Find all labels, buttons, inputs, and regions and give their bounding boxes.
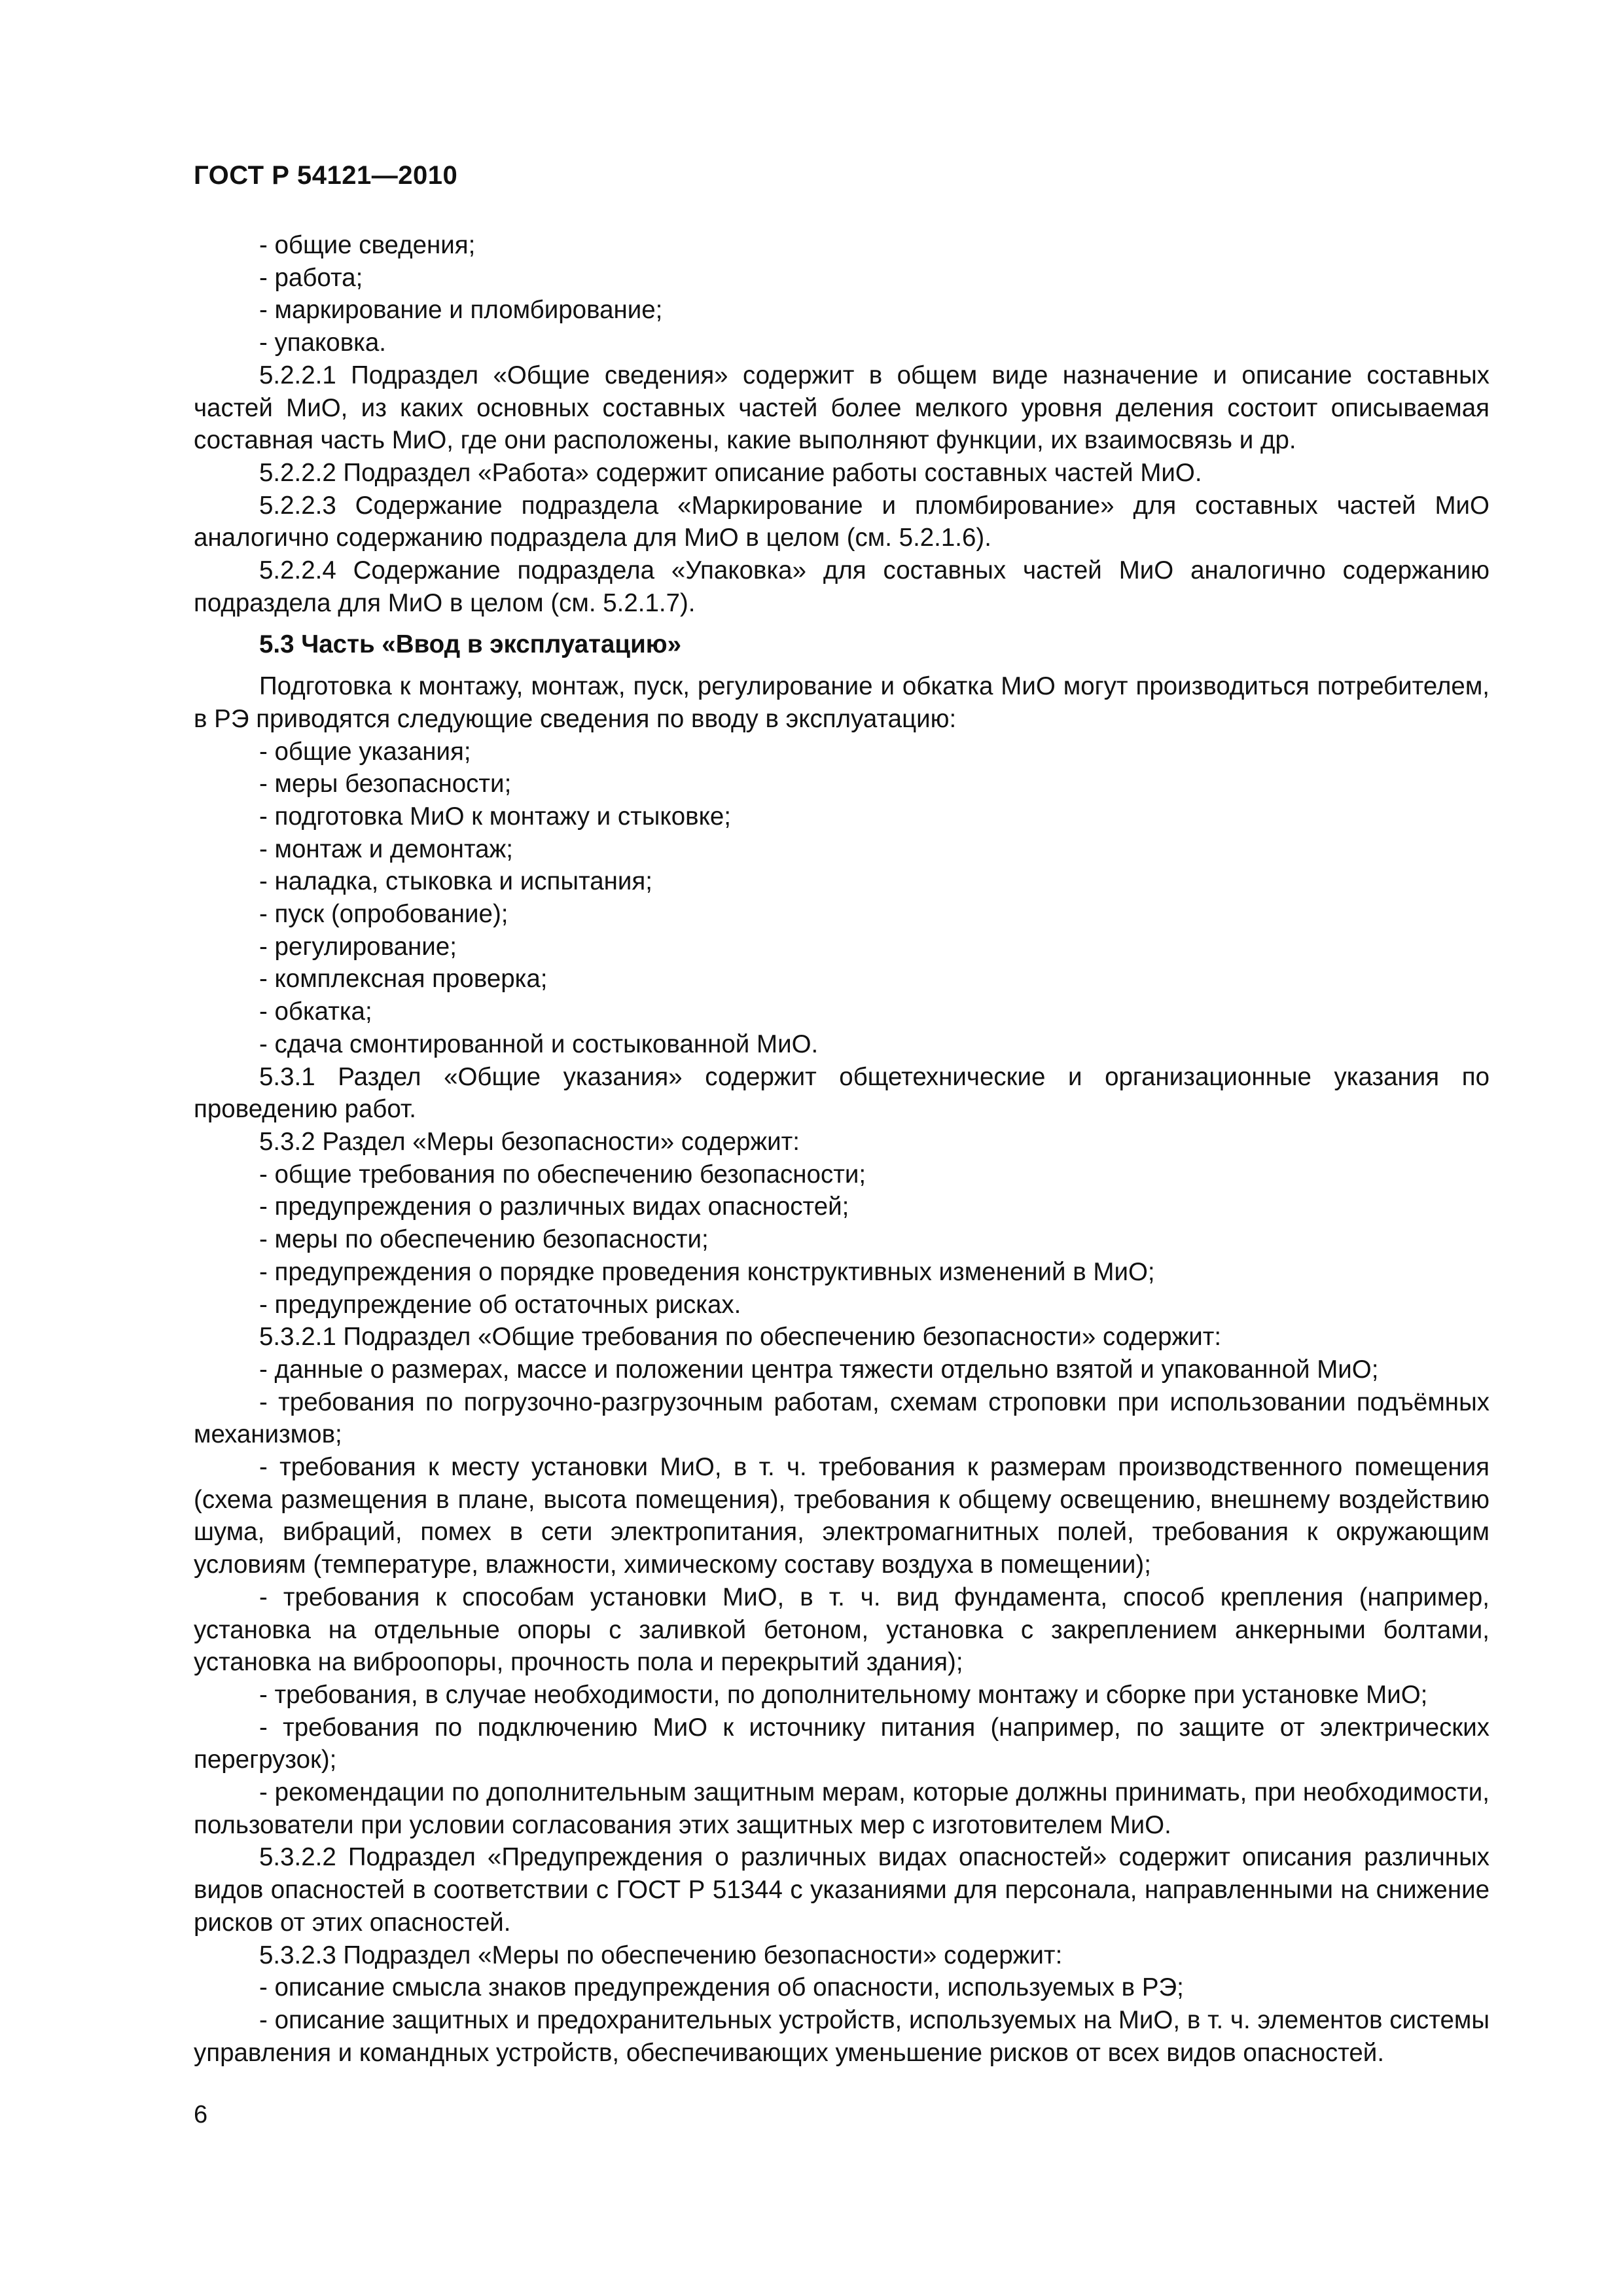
- list-item: - регулирование;: [259, 932, 457, 961]
- list-item: - общие требования по обеспечению безопасности;: [259, 1160, 866, 1189]
- paragraph: - требования по подключению МиО к источнику питания (например, по защите от электрических перегрузок);: [194, 1713, 1489, 1774]
- paragraph: 5.2.2.2 Подраздел «Работа» содержит описание работы составных частей МиО.: [259, 458, 1202, 487]
- list-item: - общие указания;: [259, 737, 471, 766]
- paragraph: 5.3.2.2 Подраздел «Предупреждения о различных видах опасностей» содержит описания различных видов опасностей в соответствии с ГОСТ Р 51344 с указаниями для персонала, направленными на снижение рисков от этих опасностей.: [194, 1843, 1489, 1937]
- paragraph: 5.3.2 Раздел «Меры безопасности» содержит:: [259, 1127, 800, 1156]
- paragraph: 5.2.2.3 Содержание подраздела «Маркирование и пломбирование» для составных частей МиО аналогично содержанию подраздела для МиО в целом (см. 5.2.1.6).: [194, 491, 1489, 552]
- list-item: - упаковка.: [259, 329, 386, 357]
- list-item: - предупреждения о порядке проведения конструктивных изменений в МиО;: [259, 1257, 1155, 1286]
- list-item: - работа;: [259, 263, 363, 292]
- list-item: - меры безопасности;: [259, 770, 512, 798]
- document-header: ГОСТ Р 54121—2010: [194, 161, 458, 190]
- paragraph: - требования к способам установки МиО, в т. ч. вид фундамента, способ крепления (например, установка на отдельные опоры с заливкой бетоном, установка с закреплением анкерными болтами, установка на виброопоры, прочность пола и перекрытий здания);: [194, 1583, 1489, 1677]
- list-item: - обкатка;: [259, 997, 372, 1026]
- list-item: - пуск (опробование);: [259, 900, 508, 929]
- paragraph: - описание защитных и предохранительных устройств, используемых на МиО, в т. ч. элементов системы управления и командных устройств, обеспечивающих уменьшение рисков от всех видов опасностей.: [194, 2005, 1489, 2067]
- list-item: - данные о размерах, массе и положении центра тяжести отдельно взятой и упакованной МиО;: [259, 1355, 1379, 1384]
- paragraph: 5.3.1 Раздел «Общие указания» содержит общетехнические и организационные указания по проведению работ.: [194, 1062, 1489, 1124]
- list-item: - сдача смонтированной и состыкованной МиО.: [259, 1030, 819, 1058]
- page-number: 6: [194, 2101, 208, 2128]
- paragraph: - требования к месту установки МиО, в т. ч. требования к размерам производственного помещения (схема размещения в плане, высота помещения), требования к общему освещению, внешнему воздействию шума, вибраций, помех в сети электропитания, электромагнитных полей, требования к окружающим условиям (температуре, влажности, химическому составу воздуха в помещении);: [194, 1453, 1489, 1579]
- paragraph: 5.2.2.4 Содержание подраздела «Упаковка» для составных частей МиО аналогично содержанию подраздела для МиО в целом (см. 5.2.1.7).: [194, 556, 1489, 617]
- list-item: - меры по обеспечению безопасности;: [259, 1225, 709, 1254]
- document-body: [194, 229, 1489, 2069]
- paragraph: - требования, в случае необходимости, по дополнительному монтажу и сборке при установке МиО;: [259, 1680, 1428, 1709]
- paragraph: 5.3.2.3 Подраздел «Меры по обеспечению безопасности» содержит:: [259, 1941, 1063, 1969]
- paragraph: - требования по погрузочно-разгрузочным работам, схемам строповки при использовании подъёмных механизмов;: [194, 1388, 1489, 1449]
- section-heading: 5.3 Часть «Ввод в эксплуатацию»: [259, 630, 682, 659]
- list-item: - описание смысла знаков предупреждения об опасности, используемых в РЭ;: [259, 1973, 1184, 2002]
- paragraph: 5.2.2.1 Подраздел «Общие сведения» содержит в общем виде назначение и описание составных частей МиО, из каких основных составных частей более мелкого уровня деления состоит описываемая составная часть МиО, где они расположены, какие выполняют функции, их взаимосвязь и др.: [194, 361, 1489, 455]
- paragraph: - рекомендации по дополнительным защитным мерам, которые должны принимать, при необходимости, пользователи при условии согласования этих защитных мер с изготовителем МиО.: [194, 1778, 1489, 1839]
- paragraph: Подготовка к монтажу, монтаж, пуск, регулирование и обкатка МиО могут производиться потребителем, в РЭ приводятся следующие сведения по вводу в эксплуатацию:: [194, 672, 1489, 733]
- list-item: - комплексная проверка;: [259, 965, 548, 994]
- list-item: - предупреждение об остаточных рисках.: [259, 1290, 741, 1319]
- list-item: - наладка, стыковка и испытания;: [259, 867, 652, 896]
- list-item: - маркирование и пломбирование;: [259, 296, 663, 325]
- list-item: - подготовка МиО к монтажу и стыковке;: [259, 802, 731, 831]
- list-item: - предупреждения о различных видах опасностей;: [259, 1193, 849, 1221]
- list-item: - общие сведения;: [259, 231, 476, 259]
- paragraph: 5.3.2.1 Подраздел «Общие требования по обеспечению безопасности» содержит:: [259, 1323, 1222, 1352]
- list-item: - монтаж и демонтаж;: [259, 834, 514, 863]
